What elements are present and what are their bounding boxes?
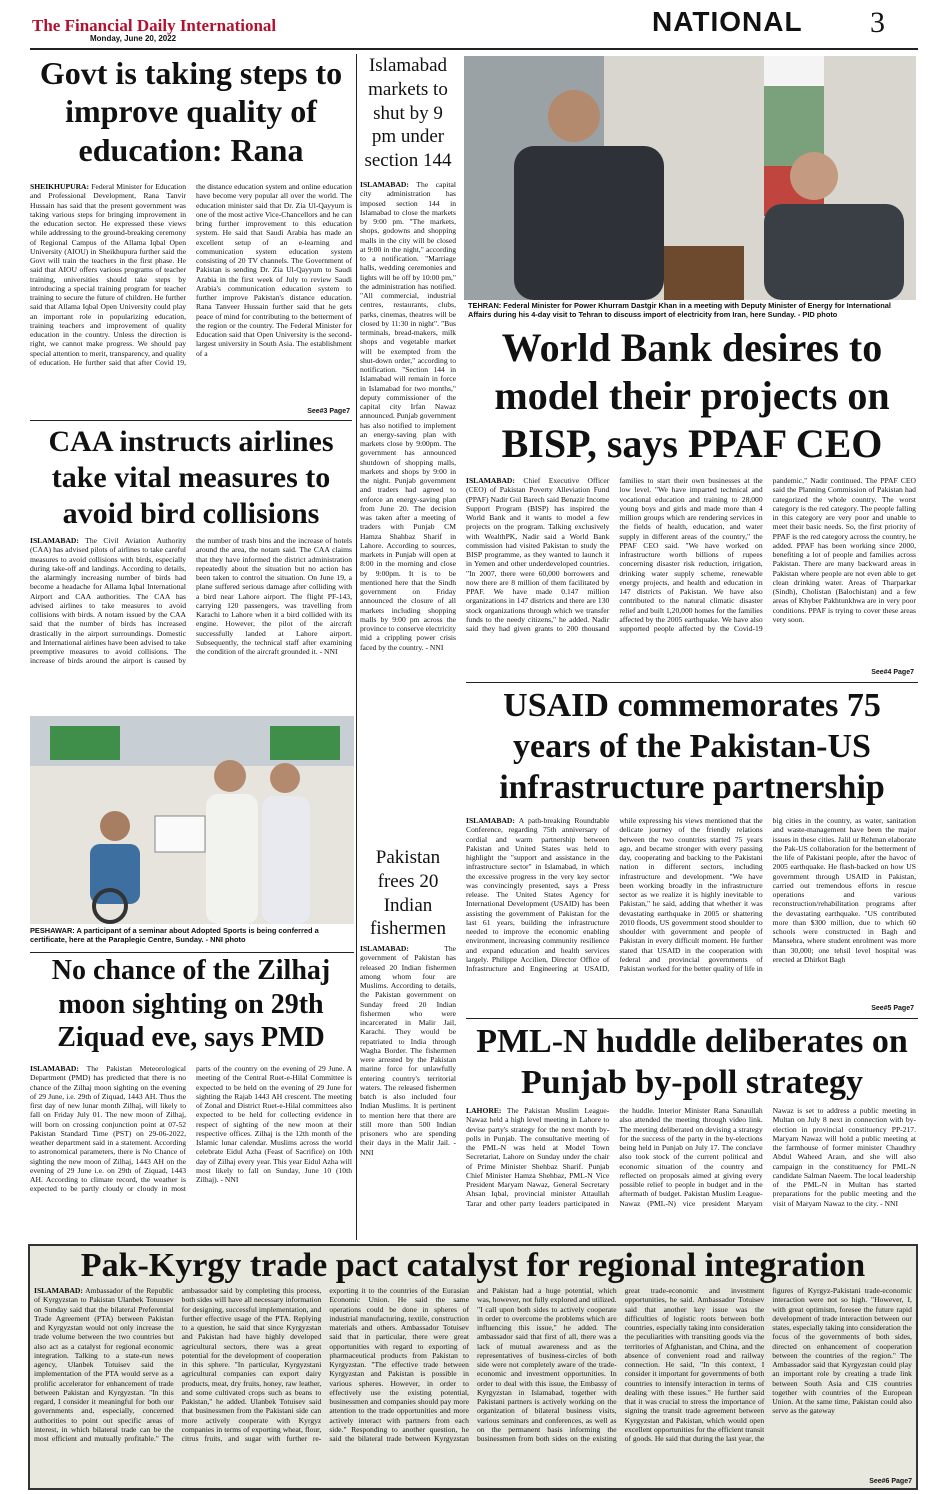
usaid-dateline: ISLAMABAD: [466,816,515,825]
tehran-photo-caption: TEHRAN: Federal Minister for Power Khurram Dastgir Khan in a meeting with Deputy Minister of Energy for International Affairs during his 4-day visit to Tehran to discuss import of electricity from Iran, here Sunday. - PID photo [468,301,891,320]
divider [30,952,354,953]
fishermen-headline: Pakistan frees 20 Indian fishermen [370,847,446,940]
kyrgyz-body [34,1286,912,1478]
kyrgyz-dateline: ISLAMABAD: [34,1286,83,1295]
zilhaj-headline: No chance of the Zilhaj moon sighting on 29th Ziquad eve, says PMD [51,955,331,1054]
section-title: NATIONAL [652,6,803,37]
caa-headline: CAA instructs airlines take vital measures to avoid bird collisions [48,425,334,530]
pmln-text: The Pakistan Muslim League-Nawaz held a high level meeting in Lahore to devise party's strategy for the next month by-polls in Punjab. The consultative meeting of the PML-N was held at Model Town Secretariat, Lahore on Sunday under the chair of Prime Minister Shehbaz Sharif. Punjab Chief Minister Hamza Shehbaz, PML-N Vice President Maryam Nawaz, General Secretary Ahsan Iqbal, provincial minister Attaullah Tarar and other party leaders participated in the huddle. Interior Minister Rana Sanaullah also attended the meeting through video link. The meeting deliberated on devising a strategy for the success of the party in the by-elections being held in Punjab on July 17. The conclave also took stock of the current political and economic situation of the country and reflected on proposals aimed at giving every possible relief to people in budget and in the aftermath of budget. Pakistan Muslim League-Nawaz (PML-N) vice president Maryam Nawaz is set to address a public meeting in Multan on July 8 next in connection with by-election in provincial constituency PP-217. Maryam Nawaz will hold a public meeting at the farmhouse of former minister Chaudhry Abdul Waheed Araın, and she will also campaign in the constituency for PML-N candidate Salman Naeem. The local leadership of the PML-N in Multan has started preparations for the public meeting and the visit of Maryam Nawaz to the city. - NNI [466,1106,916,1208]
education-continued: See#3 Page7 [307,408,350,415]
markets-body [360,180,456,830]
worldbank-headline: World Bank desires to model their projects on BISP, says PPAF CEO [494,325,890,466]
peshawar-photo-illustration [30,716,354,924]
markets-text: The capital city administration has imposed section 144 in Islamabad to close the markets by 9:00 pm. "The markets, shops, godowns and shopping malls in the city will be closed at 9:00 in the night," according to a notification. "Marriage halls, wedding ceremonies and lights will be off by 10:00 pm," the administration has notified. "All commercial, industrial centres, restaurants, clubs, parks, cinemas, theatres will be closed by 11:30 in night". "Bus terminals, bread-makers, milk shops and vegetable market will be exempted from the shut-down order," according to notification. "Section 144 in Islamabad will remain in force in Islamabad for two months," deputy commissioner of the capital city Irfan Nawaz announced. Punjab government has also notified to implement an energy-saving plan with markets close by 9:00pm. The government has announced shutdown of shopping malls, markets and shops by 9:00 in the night. Punjab government and traders had agreed to enforce an energy-saving plan from June 20. The decision was taken after a meeting of traders with Punjab CM Hamza Shahbaz Sharif in Lahore. According to sources, markets in Punjab will open at 8:00 in the morning and close by 9:00pm. It is to be mentioned here that the Sindh government on Friday announced the closure of all markets including shopping malls by 9:00 pm across the province to conserve electricity mid a crippling power crisis faced by the country. - NNI [360,180,456,652]
zilhaj-body [30,1064,352,1240]
peshawar-photo-caption: PESHAWAR: A participant of a seminar about Adopted Sports is being conferred a certificate, here at the Paraplegic Centre, Sunday. - NNI photo [30,926,319,945]
kyrgyz-text: Ambassador of the Republic of Kyrgyzstan to Pakistan Ulanbek Totuusev on Sunday said that the bilateral Preferential Trade Agreement (PTA) between Pakistan and Kyrgyzstan would not only increase the trade volume between the two countries but also act as a catalyst for regional economic integration. Talking to a state-run news agency, Ulanbek Totuisev said the implementation of the PTA would serve as a prolific accelerator for enhancement of trade between Pakistan and Kyrgyzstan. "In this regard, I consider it meaningful for both our governments and, especially, concerned authorities to point out specific areas of interest, in which bilateral trade can be the most efficient and mutually profitable." The ambassador said by completing this process, both sides will have all necessary information for designing, successful implementation, and further effective usage of the PTA. Replying to a question, he said that since Kyrgyzstan and Pakistan had have highly developed agricultural sectors, there was a great potential for the development of cooperation in this sphere. "In particular, Kyrgyzstani agricultural companies can export dairy products, meat, dry fruits, honey, raw leather, and some cultivated crops such as beans to Pakistan," he added. Ulanbek Totuisev said that businessmen from the Pakistani side can more actively cooperate with Kyrgyz companies in terms of exporting wheat, flour, citrus fruits, and sugar with further re-exporting it to the countries of the Eurasian Economic Union. He said the same operations could be done in spheres of industrial manufacturing, textile, construction materials and others. Ambassador Totuisev said that in particular, there were great opportunities with regard to exporting of pharmaceutical products from Pakistan to Kyrgyzstan. "The effective trade between Kyrgyzstan and Pakistan is possible in various spheres. However, in order to effectively use the existing potential, businessmen and companies should pay more attention to the trade opportunities and more actively interact with partners from each side." Responding to another question, he said the bilateral trade between Kyrgyzstan and Pakistan had a huge potential, which was, however, not fully explored and utilized. "I call upon both sides to actively cooperate in order to overcome the problems which are influencing this issue," he added. The ambassador said that first of all, there was a lack of mutual awareness and as the representatives of business-circles of both side were not completely aware of the trade-economic and investment opportunities. In order to deal with this issue, the Embassy of Kyrgyzstan in Islamabad, together with Pakistani partners is actively working on the organization of bilateral business visits, various seminars and conferences, as well as on the permanent basis informing the businessmen from both sides on the existing great trade-economic and investment opportunities, he said. Ambassador Totuisev said that another key issue was the difficulties of logistic roots between both countries, especially taking into consideration the peculiarities with transiting goods via the territories of Afghanistan, and China, and the absence of convenient road and railway connection. He said, "In this context, I consider it important for governments of both countries to intensify interaction in terms of dealing with these issues." He further said that it was crucial to stress the importance of signing the transit trade agreement between Kyrgyzstan and Pakistan, which would open excellent opportunities for the efficient transit of goods. He said that during the last year, the figures of Kyrgyz-Pakistani trade-economic interaction were not so high. "However, I, with great optimism, foresee the future rapid development of trade interaction between our states, especially taking into consideration the focus of the governments of both sides, directed on enhancement of cooperation between the countries of the region." The Ambassador said that Kyrgyzstan could play an important role by creating a trade link between South Asia and CIS countries together with countries of the European Union. At the same time, Pakistan could also serve as the gateway [34,1286,912,1443]
kyrgyz-headline: Pak-Kyrgy trade pact catalyst for regional integration [80,1247,866,1284]
usaid-text: A path-breaking Roundtable Conference, regarding 75th anniversary of cordial and warm partnership between Pakistan and United States was held to highlight the "support and assistance in the infrastructure sector" in Islamabad, in which the excessive progress in the very key sector was convincingly presented, says a Press release. The United States Agency for International Development (USAID) has been assisting the government of Pakistan for the last 61 years, building the infrastructure needed to improve the economic enabling environment, increasing community resilience and expand education and health services largely. Philippe Accilien, Director Office of Infrastructure and Engineering at USAID, while expressing his views mentioned that the delicate journey of the friendly relations between the two countries started 75 years ago, and became stronger with every passing day, cooperating and backing to the Pakistani nation in different sectors, including infrastructure and development. "We have been working broadly in the infrastructure sector as we realize it is highly inevitable to Pakistan," he said, adding that whether it was devastating earthquake in 2005 or shattering 2010 floods, US government stood shoulder to shoulder with government and people of Pakistan in every difficult moment. He further stated that USAID in the cooperation with federal and provincial governments of Pakistan worked for the better quality of life in big cities in the country, as water, sanitation and waste-management have been the major issues in these cities. Jalil ur Rehman elaborate the Pak-US collaboration for the betterment of the life of Pakistani people, after the havoc of 2005 earthquake. He flash-backed on how US government through USAID in Pakistan, carried out tremendous efforts in rescue operations and various reconstruction/rehabilitation programs after the devastating earthquake. "US contributed more than $300 million, due to which 60 schools were constructed in Bagh and Mansehra, where student enrolment was more than 30,000; one tehsil level hospital was erected at Dhirkot Bagh [466,816,916,973]
education-dateline: SHEIKHUPURA: [30,182,90,191]
fishermen-dateline: ISLAMABAD: [360,944,409,953]
markets-headline: Islamabad markets to shut by 9 pm under section 144 [364,55,452,171]
zilhaj-dateline: ISLAMABAD: [30,1064,79,1073]
usaid-body [466,816,916,1012]
header-rule [30,48,918,50]
column-divider [356,54,357,1240]
worldbank-dateline: ISLAMABAD: [466,476,515,485]
kyrgyz-continued: See#6 Page7 [869,1478,912,1485]
education-body [30,182,352,410]
worldbank-body [466,476,916,676]
page-number: 3 [870,6,885,39]
pmln-body [466,1106,916,1240]
usaid-headline: USAID commemorates 75 years of the Pakistan-US infrastructure partnership [499,687,885,806]
worldbank-text: Chief Executive Officer (CEO) of Pakistan Poverty Alleviation Fund (PPAF) Nadir Gul Barech said Benazir Income Support Program (BISP) has inspired the World Bank and it wants to model a few projects on the program. Talking exclusively with WealthPK, Nadir said a World Bank commission had visited Pakistan to study the BISP programme, as they wanted to launch it in Yemen and other underdeveloped countries. "In 2007, there were 60,000 borrowers and now there are 8 million of them facilitated by PPAF. We have made 0.147 million organizations in 147 districts and there are 130 stock organizations through which we transfer funds to the needy citizens," he added. Nadir said they had given grants to 200 thousand families to start their own businesses at the low level. "We have imparted technical and vocational education and training to 28,000 young boys and girls and made more than 4 million groups which are rendering services in the fields of health, education, and water supply in different areas of the country," the PPAF CEO said. "We have worked on infrastructure worth billions of rupees concerning disaster risk reduction, irrigation, drinking water supply scheme, renewable energy projects, and health and education in 147 districts of Pakistan. We have also contributed to the natural climatic disaster relief and built 1,20,000 homes for the families affected by the 2005 earthquake. We have also supported people affected by the Covid-19 pandemic," Nadir continued. The PPAF CEO said the Planning Commission of Pakistan had categorized the whole country. The worst category is the red category. The people falling in this category are very poor and unable to meet their basic needs. So, the first priority of PPAF is the red category across the country, he added. PPAF has been working since 2000, benefiting a lot of people and families across Pakistan. There are many backward areas in Pakistan where people are not even able to get clean drinking water. Areas of Tharparkar (Sindh), Cholistan (Balochistan) and a few areas of Khyber Pakhtunkhwa are in very poor conditions. PPAF is trying to cover these areas very soon. [466,476,916,633]
pmln-dateline: LAHORE: [466,1106,502,1115]
divider [466,1018,918,1019]
peshawar-ceremony-photo [30,716,354,924]
usaid-continued: See#5 Page7 [871,1005,914,1012]
caa-body [30,536,352,710]
tehran-meeting-photo [464,56,916,300]
fishermen-body [360,944,456,1240]
divider [466,682,918,683]
caa-dateline: ISLAMABAD: [30,536,79,545]
education-headline: Govt is taking steps to improve quality of education: Rana [39,55,343,168]
caa-text: The Civil Aviation Authority (CAA) has advised pilots of airlines to take careful measures to avoid collisions with birds, especially during take-off and landings. According to details, the alarmingly increasing number of birds had become a headache for Allama Iqbal International Airport and CAA authorities. The CAA has advised airlines to take measures to avoid collisions with birds. A notam issued by the CAA said that the number of birds has increased drastically in the airport surroundings. Domestic and International airlines have been advised to take preemptive measures to avoid collisions. The increase of birds around the airport is caused by the number of trash bins and the increase of hotels around the area, the notam said. The CAA claims that they have informed the district administration repeatedly about the situation but no action has been taken to control the situation. On June 19, a plane suffered serious damage after colliding with a bird near Lahore airport. The flight PF-143, carrying 120 passengers, was travelling from Karachi to Lahore when it a bird collided with its engine. However, the pilot of the aircraft successfully landed at Lahore airport. Subsequently, the technical staff after examining the condition of the aircraft grounded it. - NNI [30,536,352,666]
newspaper-name: The Financial Daily International [32,16,277,35]
education-text: Federal Minister for Education and Professional Development, Rana Tanvir Hussain has said that the present government was taking various steps for bringing improvement in the education sector. He expressed these views while addressing to the ground-breaking ceremony of Regional Campus of the Allama Iqbal Open University (AIOU) in Sheikhupura further said the Govt will train the teachers in the first phase. He said that AIOU offers various programs of teacher training, universities should take steps by introducing a special training program for teacher training to secure the future of children. He further said that Allama Iqbal Open University could play an important role in popularizing education, training teachers and improvement of quality education in the country. Unless the direction is right, we cannot make progress. We should pay special attention to merit, transparency, and quality of education. He further said that after Covid 19, the distance education system and online education have become very popular all over the world. The education minister said that Dr. Zia Ul-Qayyum is one of the most active Vice-Chancellors and he can bring further improvement to this education system. He said that Saudi Arabia has made an excellent setup of an e-learning and communication system education system consisting of 20 TV channels. The Government of Pakistan is sending Dr. Zia Ul-Qayyum to Saudi Arabia in the first week of July to review Saudi Arabia's communication education system to further improve Pakistan's distance education. Rana Tanveer Hussain further said that he gets peace of mind for contributing to the betterment of the region or the country. The Federal Minister for Education said that Open University is the second-largest university in South Asia. The establishment of a [30,182,352,367]
fishermen-text: The government of Pakistan has released 20 Indian fishermen among whom four are Muslims. According to details, the Pakistan government on Sunday freed 20 Indian fishermen who were incarcerated in Malir Jail, Karachi. They would be repatriated to India through Wagha Border. The fishermen were arrested by the Pakistan marine force for unlawfully entering country's territorial waters. The released fishermen batch is also included four Indian Muslims. It is pertinent to mention here that there are still more than 500 Indian prisoners who are spending their days in the Malir Jail. - NNI [360,944,456,1157]
issue-date: Monday, June 20, 2022 [90,34,177,43]
pmln-headline: PML-N huddle deliberates on Punjab by-poll strategy [476,1023,908,1101]
tehran-photo-illustration [464,56,916,300]
zilhaj-text: The Pakistan Meteorological Department (PMD) has predicted that there is no chance of the Zilhaj moon sighting on the evening of 29 June, i.e. 29th of Ziquad, 1443 AH. Thus the first day of new lunar month Zilhaj, will likely to fall on Friday July 01. The new moon of Zilhaj, will born on crossing conjunction point at 07-52 Pakistan Standard Time (PST) on 29-06-2022, weather department said in a statement. According to astronomical parameters, there is No Chance of sighting the new moon of Zilhaj, 1443 AH on the evening of 29 June i.e. on 29th of Ziquad, 1443 AH. According to climate record, the weather is expected to be partly cloudy or cloudy in most parts of the country on the evening of 29 June. A meeting of the Central Ruet-e-Hilal Committee is expected to be held on the evening of 29 June for sighting the Rajab 1443 AH crescent. The meeting of Zonal and District Ruet-e-Hilal committees also expected to be held for collecting evidence in respect of sighting of the new moon at their respective offices. Zilhaj is the 12th month of the Islamic lunar calendar. Muslims across the world celebrate Eidul Azha (Feast of Sacrifice) on 10th day of Zilhaj every year. This year Eidul Azha will most likely to fall on Sunday, June 10 (10th Zilhaj). - NNI [30,1064,352,1194]
worldbank-continued: See#4 Page7 [871,669,914,676]
divider [30,420,352,421]
markets-dateline: ISLAMABAD: [360,180,409,189]
